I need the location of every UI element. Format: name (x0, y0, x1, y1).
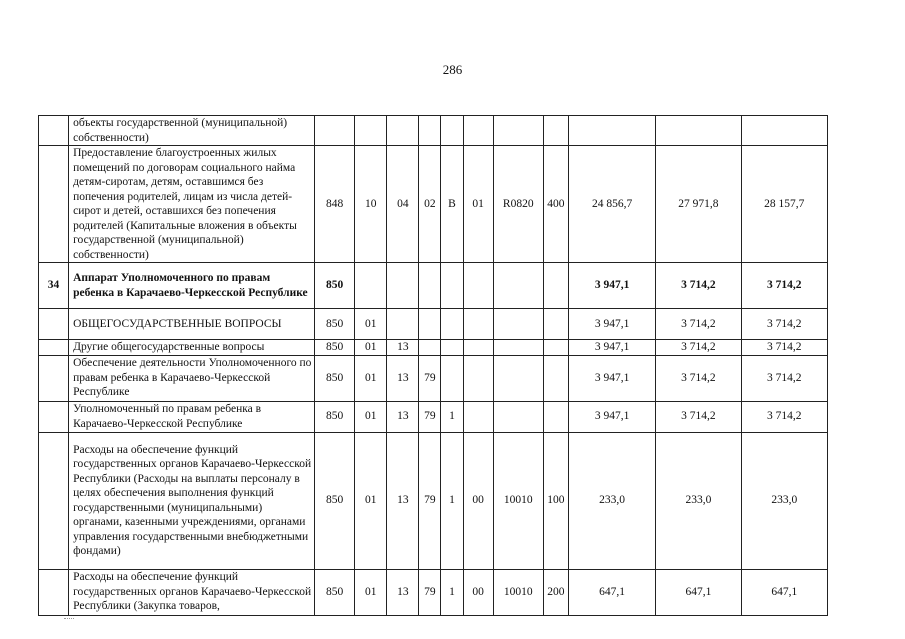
col-expense-type: 200 (543, 569, 568, 615)
col-event (463, 340, 493, 356)
col-amount-year1: 3 947,1 (568, 355, 655, 401)
col-grbs: 850 (315, 309, 355, 340)
col-grbs: 850 (315, 355, 355, 401)
col-subprogram: 1 (441, 401, 463, 432)
col-amount-year1: 24 856,7 (568, 146, 655, 263)
col-subprogram (441, 309, 463, 340)
col-subprogram (441, 263, 463, 309)
table-row (39, 355, 828, 401)
col-event: 00 (463, 432, 493, 569)
row-name: Другие общегосударственные вопросы (69, 340, 315, 356)
col-program: 79 (419, 355, 441, 401)
col-amount-year2: 3 714,2 (656, 401, 741, 432)
col-event (463, 116, 493, 146)
col-razdel (355, 116, 387, 146)
row-number (39, 116, 69, 146)
col-program (419, 340, 441, 356)
row-number (39, 146, 69, 263)
col-direction (493, 116, 543, 146)
col-expense-type (543, 355, 568, 401)
row-name: объекты государственной (муниципальной) собственности) (69, 116, 315, 146)
table-row (39, 116, 828, 146)
col-amount-year2: 233,0 (656, 432, 741, 569)
table-row (39, 569, 828, 615)
col-amount-year2: 3 714,2 (656, 309, 741, 340)
col-amount-year1: 233,0 (568, 432, 655, 569)
col-direction: 10010 (493, 569, 543, 615)
col-grbs: 850 (315, 263, 355, 309)
col-event: 00 (463, 569, 493, 615)
col-grbs: 850 (315, 569, 355, 615)
row-name: Расходы на обеспечение функций государственных органов Карачаево-Черкесской Республики (Закупка товаров, (69, 569, 315, 615)
col-amount-year2: 3 714,2 (656, 340, 741, 356)
col-direction (493, 355, 543, 401)
col-event (463, 355, 493, 401)
col-podrazdel: 13 (387, 432, 419, 569)
table-row (39, 340, 828, 356)
budget-table (38, 115, 828, 616)
col-podrazdel (387, 309, 419, 340)
col-amount-year3: 3 714,2 (741, 309, 827, 340)
col-grbs (315, 116, 355, 146)
col-program (419, 309, 441, 340)
col-grbs: 850 (315, 401, 355, 432)
col-subprogram (441, 340, 463, 356)
col-razdel: 01 (355, 309, 387, 340)
col-amount-year1: 3 947,1 (568, 340, 655, 356)
col-direction: 10010 (493, 432, 543, 569)
col-event (463, 401, 493, 432)
col-amount-year3: 647,1 (741, 569, 827, 615)
col-grbs: 850 (315, 432, 355, 569)
col-expense-type (543, 116, 568, 146)
row-number: 34 (39, 263, 69, 309)
col-expense-type: 400 (543, 146, 568, 263)
col-expense-type (543, 401, 568, 432)
col-amount-year1: 3 947,1 (568, 309, 655, 340)
col-amount-year3 (741, 116, 827, 146)
col-razdel: 01 (355, 340, 387, 356)
col-grbs: 850 (315, 340, 355, 356)
col-subprogram (441, 355, 463, 401)
col-subprogram: 1 (441, 569, 463, 615)
col-amount-year1: 647,1 (568, 569, 655, 615)
col-event (463, 263, 493, 309)
col-podrazdel (387, 263, 419, 309)
col-subprogram: В (441, 146, 463, 263)
col-razdel (355, 263, 387, 309)
row-name: Расходы на обеспечение функций государственных органов Карачаево-Черкесской Республики (Расходы на выплаты персоналу в целях обеспечения выполнения функций государственными (муниципальными) органами, казенными учреждениями, органами управления государственными внебюджетными фондами) (69, 432, 315, 569)
col-direction (493, 401, 543, 432)
row-number (39, 401, 69, 432)
col-podrazdel: 04 (387, 146, 419, 263)
col-program: 79 (419, 432, 441, 569)
table-row (39, 401, 828, 432)
col-amount-year2 (656, 116, 741, 146)
col-amount-year3: 3 714,2 (741, 340, 827, 356)
row-name: Аппарат Уполномоченного по правам ребенка в Карачаево-Черкесской Республике (69, 263, 315, 309)
col-program (419, 263, 441, 309)
table-row (39, 309, 828, 340)
col-program: 79 (419, 401, 441, 432)
row-number (39, 309, 69, 340)
col-expense-type (543, 340, 568, 356)
col-direction (493, 309, 543, 340)
col-amount-year3: 3 714,2 (741, 263, 827, 309)
col-amount-year1 (568, 116, 655, 146)
row-name: ОБЩЕГОСУДАРСТВЕННЫЕ ВОПРОСЫ (69, 309, 315, 340)
col-program (419, 116, 441, 146)
table-body (39, 116, 828, 616)
col-expense-type (543, 309, 568, 340)
col-grbs: 848 (315, 146, 355, 263)
row-number (39, 340, 69, 356)
col-expense-type: 100 (543, 432, 568, 569)
page-number: 286 (442, 62, 463, 77)
table-row (39, 146, 828, 263)
row-name: Уполномоченный по правам ребенка в Карачаево-Черкесской Республике (69, 401, 315, 432)
row-number (39, 432, 69, 569)
col-event (463, 309, 493, 340)
col-amount-year3: 3 714,2 (741, 401, 827, 432)
col-program: 02 (419, 146, 441, 263)
col-amount-year3: 233,0 (741, 432, 827, 569)
col-podrazdel: 13 (387, 569, 419, 615)
col-program: 79 (419, 569, 441, 615)
col-amount-year2: 3 714,2 (656, 263, 741, 309)
col-expense-type (543, 263, 568, 309)
row-number (39, 569, 69, 615)
col-amount-year1: 3 947,1 (568, 401, 655, 432)
col-podrazdel: 13 (387, 401, 419, 432)
col-amount-year2: 3 714,2 (656, 355, 741, 401)
col-amount-year2: 27 971,8 (656, 146, 741, 263)
col-amount-year1: 3 947,1 (568, 263, 655, 309)
table-row (39, 263, 828, 309)
col-podrazdel: 13 (387, 340, 419, 356)
col-razdel: 01 (355, 401, 387, 432)
col-razdel: 01 (355, 432, 387, 569)
col-podrazdel: 13 (387, 355, 419, 401)
col-amount-year3: 3 714,2 (741, 355, 827, 401)
row-name: Обеспечение деятельности Уполномоченного по правам ребенка в Карачаево-Черкесской Республике (69, 355, 315, 401)
row-name: Предоставление благоустроенных жилых помещений по договорам социального найма детям-сиротам, детям, оставшимся без попечения родителей, лицам из числа детей-сирот и детей, оставшихся без попечения родителей (Капитальные вложения в объекты государственной (муниципальной) собственности) (69, 146, 315, 263)
col-podrazdel (387, 116, 419, 146)
col-razdel: 01 (355, 355, 387, 401)
col-direction (493, 340, 543, 356)
col-amount-year3: 28 157,7 (741, 146, 827, 263)
col-subprogram (441, 116, 463, 146)
col-event: 01 (463, 146, 493, 263)
col-razdel: 10 (355, 146, 387, 263)
col-amount-year2: 647,1 (656, 569, 741, 615)
col-razdel: 01 (355, 569, 387, 615)
scan-artifact (64, 618, 74, 623)
row-number (39, 355, 69, 401)
col-direction: R0820 (493, 146, 543, 263)
col-direction (493, 263, 543, 309)
table-row (39, 432, 828, 569)
col-subprogram: 1 (441, 432, 463, 569)
